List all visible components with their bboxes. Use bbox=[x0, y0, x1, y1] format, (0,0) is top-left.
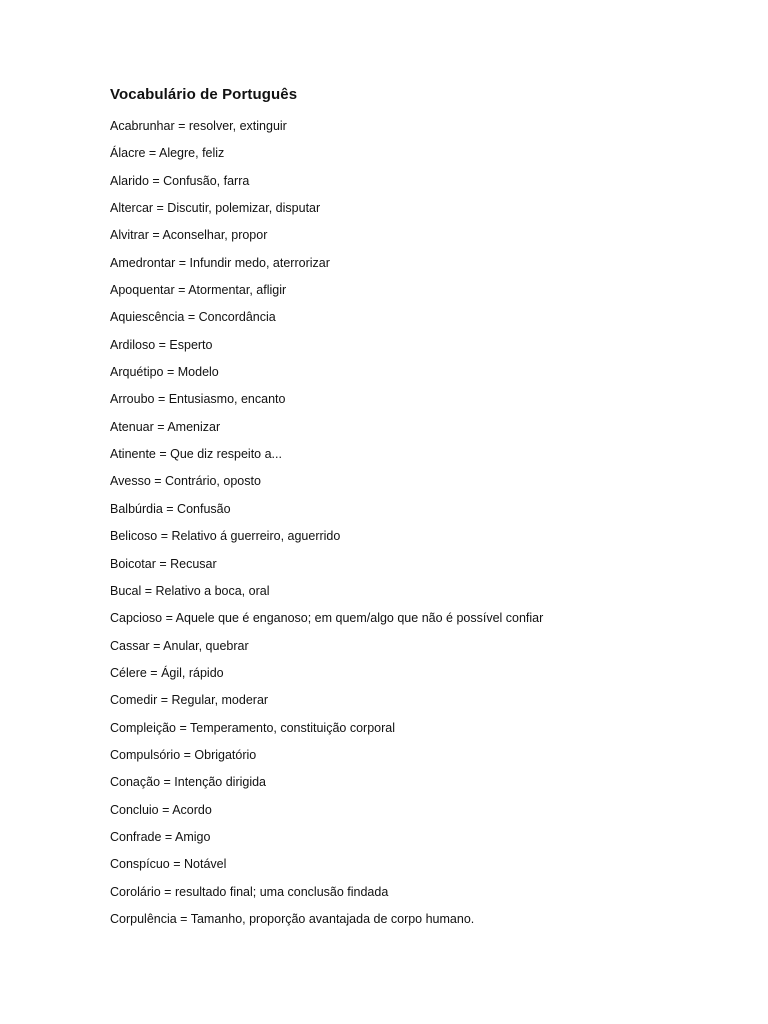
vocabulary-entry: Atinente = Que diz respeito a... bbox=[110, 447, 282, 462]
vocabulary-entry: Apoquentar = Atormentar, afligir bbox=[110, 283, 287, 298]
vocabulary-entry: Arquétipo = Modelo bbox=[110, 365, 219, 380]
vocabulary-entry: Belicoso = Relativo á guerreiro, aguerrido bbox=[110, 529, 341, 544]
vocabulary-entry: Corolário = resultado final; uma conclusão findada bbox=[110, 884, 389, 899]
vocabulary-entry: Atenuar = Amenizar bbox=[110, 419, 221, 434]
vocabulary-entry: Conação = Intenção dirigida bbox=[110, 775, 267, 790]
vocabulary-entry: Capcioso = Aquele que é enganoso; em quem/algo que não é possível confiar bbox=[110, 611, 544, 626]
vocabulary-entry: Concluio = Acordo bbox=[110, 802, 212, 817]
vocabulary-entry: Aquiescência = Concordância bbox=[110, 310, 276, 325]
vocabulary-entry: Balbúrdia = Confusão bbox=[110, 501, 231, 516]
vocabulary-entry: Compulsório = Obrigatório bbox=[110, 747, 257, 762]
vocabulary-entry: Altercar = Discutir, polemizar, disputar bbox=[110, 201, 321, 216]
vocabulary-list bbox=[110, 117, 543, 937]
vocabulary-entry: Célere = Ágil, rápido bbox=[110, 665, 224, 680]
vocabulary-entry: Cassar = Anular, quebrar bbox=[110, 638, 249, 653]
vocabulary-entry: Comedir = Regular, moderar bbox=[110, 693, 269, 708]
vocabulary-entry: Álacre = Alegre, feliz bbox=[110, 146, 225, 161]
vocabulary-entry: Amedrontar = Infundir medo, aterrorizar bbox=[110, 255, 330, 270]
document-title: Vocabulário de Português bbox=[110, 86, 298, 103]
vocabulary-entry: Boicotar = Recusar bbox=[110, 556, 217, 571]
vocabulary-entry: Acabrunhar = resolver, extinguir bbox=[110, 119, 287, 133]
vocabulary-entry: Arroubo = Entusiasmo, encanto bbox=[110, 392, 286, 407]
vocabulary-entry: Corpulência = Tamanho, proporção avantajada de corpo humano. bbox=[110, 911, 475, 926]
vocabulary-entry: Alarido = Confusão, farra bbox=[110, 173, 250, 188]
vocabulary-entry: Bucal = Relativo a boca, oral bbox=[110, 583, 270, 598]
vocabulary-entry: Alvitrar = Aconselhar, propor bbox=[110, 228, 268, 243]
vocabulary-entry: Confrade = Amigo bbox=[110, 829, 211, 844]
vocabulary-entry: Compleição = Temperamento, constituição corporal bbox=[110, 720, 395, 735]
vocabulary-entry: Avesso = Contrário, oposto bbox=[110, 474, 261, 489]
vocabulary-entry: Ardiloso = Esperto bbox=[110, 337, 213, 352]
vocabulary-entry: Conspícuo = Notável bbox=[110, 857, 227, 872]
